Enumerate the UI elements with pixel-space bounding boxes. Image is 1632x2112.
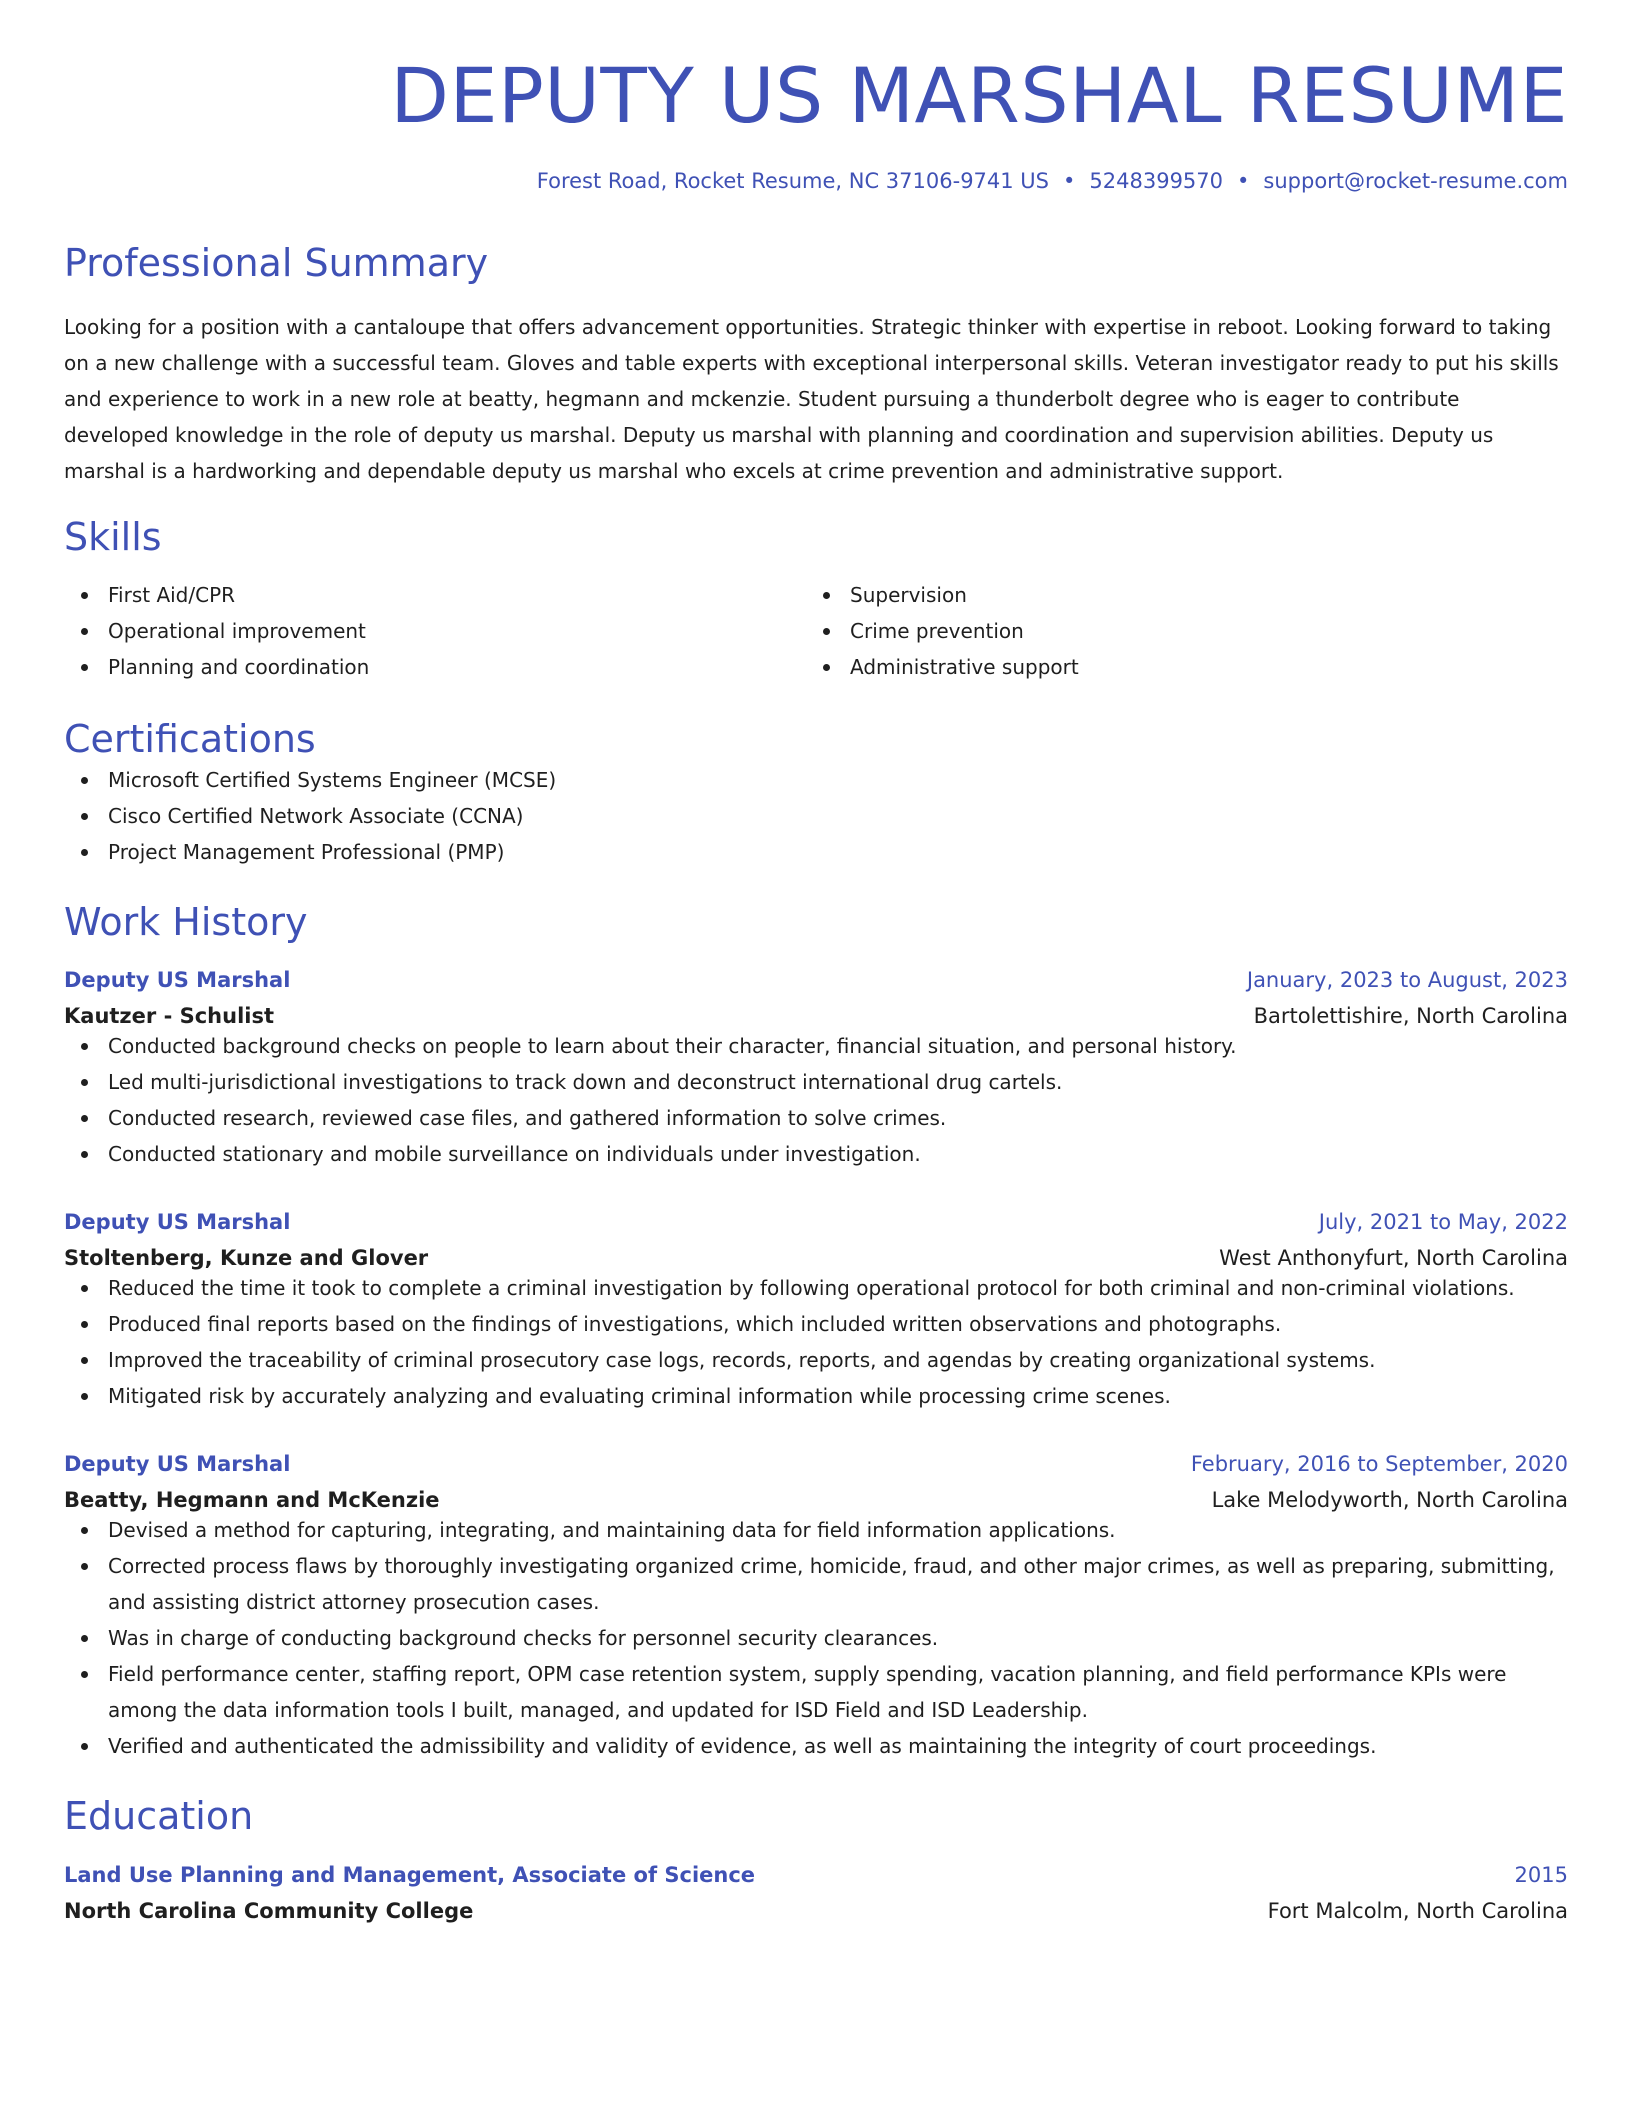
- job-bullet: Was in charge of conducting background checks for personnel security clearances.: [108, 1620, 1568, 1656]
- education-school-row: [64, 1899, 1568, 1923]
- contact-email: support@rocket-resume.com: [1263, 169, 1568, 194]
- job-role: Deputy US Marshal: [64, 1209, 291, 1234]
- skill-item: Planning and coordination: [108, 649, 806, 685]
- resume-page: [64, 0, 1568, 1923]
- skill-item: Supervision: [850, 577, 1548, 613]
- education-school: North Carolina Community College: [64, 1899, 474, 1924]
- job-company: Kautzer - Schulist: [64, 1003, 274, 1028]
- education-location: Fort Malcolm, North Carolina: [1267, 1899, 1568, 1924]
- job-location: Lake Melodyworth, North Carolina: [1211, 1487, 1568, 1512]
- job-company-row: [64, 1488, 1568, 1512]
- skill-item: Crime prevention: [850, 613, 1548, 649]
- skills-list-left: [64, 577, 806, 685]
- job-entry: [64, 1210, 1568, 1414]
- job-role: Deputy US Marshal: [64, 967, 291, 992]
- education-entry: [64, 1863, 1568, 1923]
- contact-phone: 5248399570: [1089, 169, 1224, 194]
- work-history-heading: Work History: [64, 900, 308, 945]
- skills-list-right: [806, 577, 1548, 685]
- job-bullet: Corrected process flaws by thoroughly investigating organized crime, homicide, fraud, and other major crimes, as well as preparing, submitting, and assisting district attorney prosecution cases.: [108, 1548, 1568, 1620]
- job-bullet-list: [64, 1512, 1568, 1764]
- job-bullet: Conducted stationary and mobile surveillance on individuals under investigation.: [108, 1136, 1568, 1172]
- job-dates: January, 2023 to August, 2023: [1246, 967, 1568, 992]
- job-dates: February, 2016 to September, 2020: [1190, 1451, 1568, 1476]
- education-year: 2015: [1514, 1863, 1568, 1888]
- skills-column-right: [806, 577, 1548, 685]
- contact-separator: •: [1063, 169, 1076, 194]
- job-bullet-list: [64, 1270, 1568, 1414]
- job-dates: July, 2021 to May, 2022: [1318, 1209, 1568, 1234]
- job-entry: [64, 1452, 1568, 1764]
- job-location: Bartolettishire, North Carolina: [1253, 1003, 1568, 1028]
- certification-item: Project Management Professional (PMP): [108, 834, 1568, 870]
- job-company-row: [64, 1004, 1568, 1028]
- skills-grid: [64, 577, 1568, 685]
- skill-item: First Aid/CPR: [108, 577, 806, 613]
- job-bullet: Field performance center, staffing report, OPM case retention system, supply spending, vacation planning, and field performance KPIs were among the data information tools I built, managed, and updated for ISD Field and ISD Leadership.: [108, 1656, 1568, 1728]
- job-bullet-list: [64, 1028, 1568, 1172]
- job-bullet: Produced final reports based on the findings of investigations, which included written observations and photographs.: [108, 1306, 1568, 1342]
- education-header-row: [64, 1863, 1568, 1887]
- job-company: Stoltenberg, Kunze and Glover: [64, 1245, 429, 1270]
- job-entry: [64, 968, 1568, 1172]
- job-bullet: Mitigated risk by accurately analyzing and evaluating criminal information while processing crime scenes.: [108, 1378, 1568, 1414]
- job-bullet: Led multi-jurisdictional investigations to track down and deconstruct international drug cartels.: [108, 1064, 1568, 1100]
- job-bullet: Verified and authenticated the admissibility and validity of evidence, as well as maintaining the integrity of court proceedings.: [108, 1728, 1568, 1764]
- contact-separator: •: [1237, 169, 1250, 194]
- certifications-list: [64, 762, 1568, 870]
- skill-item: Operational improvement: [108, 613, 806, 649]
- job-bullet: Devised a method for capturing, integrating, and maintaining data for field information applications.: [108, 1512, 1568, 1548]
- certification-item: Cisco Certified Network Associate (CCNA): [108, 798, 1568, 834]
- summary-heading: Professional Summary: [64, 241, 489, 286]
- education-degree: Land Use Planning and Management, Associate of Science: [64, 1863, 756, 1888]
- job-bullet: Improved the traceability of criminal prosecutory case logs, records, reports, and agendas by creating organizational systems.: [108, 1342, 1568, 1378]
- resume-title: DEPUTY US MARSHAL RESUME: [390, 51, 1568, 140]
- job-header-row: [64, 1452, 1568, 1476]
- education-heading: Education: [64, 1793, 254, 1838]
- certification-item: Microsoft Certified Systems Engineer (MCSE): [108, 762, 1568, 798]
- summary-text: Looking for a position with a cantaloupe that offers advancement opportunities. Strategic thinker with expertise in reboot. Looking forward to taking on a new challenge with a successful team. Gloves and table experts with exceptional interpersonal skills. Veteran investigator ready to put his skills and experience to work in a new role at beatty, hegmann and mckenzie. Student pursuing a thunderbolt degree who is eager to contribute developed knowledge in the role of deputy us marshal. Deputy us marshal with planning and coordination and supervision abilities. Deputy us marshal is a hardworking and dependable deputy us marshal who excels at crime prevention and administrative support.: [64, 314, 1559, 483]
- job-header-row: [64, 1210, 1568, 1234]
- job-role: Deputy US Marshal: [64, 1451, 291, 1476]
- skills-heading: Skills: [64, 514, 162, 559]
- job-bullet: Reduced the time it took to complete a criminal investigation by following operational protocol for both criminal and non-criminal violations.: [108, 1270, 1568, 1306]
- certifications-heading: Certifications: [64, 716, 316, 761]
- job-header-row: [64, 968, 1568, 992]
- job-bullet: Conducted research, reviewed case files, and gathered information to solve crimes.: [108, 1100, 1568, 1136]
- job-location: West Anthonyfurt, North Carolina: [1219, 1245, 1568, 1270]
- contact-line: [64, 169, 1568, 193]
- job-company-row: [64, 1246, 1568, 1270]
- job-bullet: Conducted background checks on people to learn about their character, financial situation, and personal history.: [108, 1028, 1568, 1064]
- skill-item: Administrative support: [850, 649, 1548, 685]
- job-company: Beatty, Hegmann and McKenzie: [64, 1487, 440, 1512]
- skills-column-left: [64, 577, 806, 685]
- contact-address: Forest Road, Rocket Resume, NC 37106-9741 US: [536, 169, 1050, 194]
